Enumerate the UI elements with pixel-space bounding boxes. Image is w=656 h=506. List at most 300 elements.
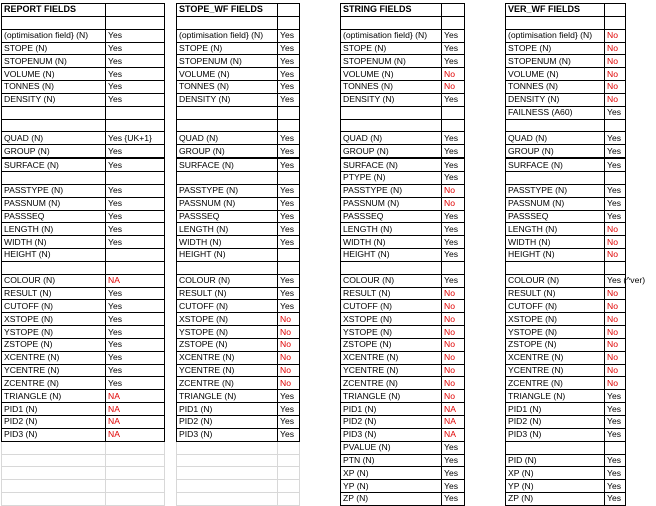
field-support-cell[interactable]: Yes <box>106 145 165 158</box>
field-name-cell[interactable]: RESULT (N) <box>177 287 278 300</box>
field-support-cell[interactable]: No <box>605 338 626 351</box>
empty-cell[interactable] <box>278 493 300 506</box>
field-support-cell[interactable]: No <box>442 338 465 351</box>
field-name-cell[interactable]: YSTOPE (N) <box>177 326 278 339</box>
field-support-cell[interactable]: NA <box>442 428 465 441</box>
empty-cell[interactable] <box>278 480 300 493</box>
field-support-cell[interactable]: Yes <box>278 210 300 223</box>
field-name-cell[interactable]: YCENTRE (N) <box>341 364 442 377</box>
empty-cell[interactable] <box>278 454 300 467</box>
field-support-cell[interactable]: Yes <box>106 55 165 68</box>
field-support-cell[interactable] <box>278 119 300 132</box>
field-support-cell[interactable]: Yes <box>278 403 300 416</box>
field-name-cell[interactable]: PID1 (N) <box>341 403 442 416</box>
field-support-cell[interactable] <box>106 119 165 132</box>
field-support-cell[interactable]: Yes <box>442 274 465 287</box>
field-support-cell[interactable]: Yes <box>605 158 626 171</box>
field-name-cell[interactable]: QUAD (N) <box>341 132 442 145</box>
empty-cell[interactable] <box>278 441 300 454</box>
field-support-cell[interactable]: No <box>605 81 626 94</box>
field-name-cell[interactable]: PID1 (N) <box>2 403 106 416</box>
field-support-cell[interactable]: Yes <box>442 223 465 236</box>
empty-cell[interactable] <box>106 441 165 454</box>
field-support-cell[interactable]: Yes <box>605 493 626 506</box>
field-name-cell[interactable]: ZCENTRE (N) <box>341 377 442 390</box>
field-support-cell[interactable]: Yes <box>442 480 465 493</box>
field-name-cell[interactable] <box>2 16 106 29</box>
field-name-cell[interactable]: YCENTRE (N) <box>2 364 106 377</box>
field-name-cell[interactable]: SURFACE (N) <box>506 158 605 171</box>
field-name-cell[interactable]: ZSTOPE (N) <box>2 338 106 351</box>
field-name-cell[interactable] <box>177 119 278 132</box>
field-name-cell[interactable] <box>506 441 605 454</box>
field-support-cell[interactable]: Yes <box>442 236 465 249</box>
field-name-cell[interactable]: STOPE (N) <box>341 42 442 55</box>
field-name-cell[interactable]: YP (N) <box>506 480 605 493</box>
field-name-cell[interactable]: VOLUME (N) <box>2 68 106 81</box>
field-support-cell[interactable]: Yes <box>605 106 626 119</box>
field-name-cell[interactable] <box>341 119 442 132</box>
field-name-cell[interactable]: STOPENUM (N) <box>2 55 106 68</box>
field-support-cell[interactable]: Yes <box>442 249 465 262</box>
field-name-cell[interactable]: CUTOFF (N) <box>177 300 278 313</box>
field-name-cell[interactable]: LENGTH (N) <box>341 223 442 236</box>
field-support-cell[interactable]: No <box>442 197 465 210</box>
field-name-cell[interactable]: ZCENTRE (N) <box>177 377 278 390</box>
field-support-cell[interactable]: Yes <box>106 287 165 300</box>
field-name-cell[interactable]: YCENTRE (N) <box>506 364 605 377</box>
field-name-cell[interactable] <box>2 106 106 119</box>
table-title-cell[interactable]: REPORT FIELDS <box>2 4 106 17</box>
field-name-cell[interactable]: XSTOPE (N) <box>177 313 278 326</box>
field-name-cell[interactable]: HEIGHT (N) <box>341 249 442 262</box>
field-support-cell[interactable]: Yes <box>278 236 300 249</box>
field-name-cell[interactable]: DENSITY (N) <box>506 93 605 106</box>
field-support-cell[interactable]: No <box>442 364 465 377</box>
field-name-cell[interactable]: FAILNESS (A60) <box>506 106 605 119</box>
field-support-cell[interactable]: NA <box>106 428 165 441</box>
field-support-cell[interactable]: No <box>278 364 300 377</box>
field-support-cell[interactable]: No <box>278 338 300 351</box>
field-name-cell[interactable]: XCENTRE (N) <box>341 351 442 364</box>
field-name-cell[interactable]: TONNES (N) <box>506 81 605 94</box>
field-name-cell[interactable]: SURFACE (N) <box>177 158 278 171</box>
field-support-cell[interactable]: No <box>605 236 626 249</box>
field-name-cell[interactable]: LENGTH (N) <box>506 223 605 236</box>
field-name-cell[interactable] <box>177 106 278 119</box>
field-support-cell[interactable]: Yes <box>442 132 465 145</box>
empty-cell[interactable] <box>106 467 165 480</box>
field-support-cell[interactable]: Yes <box>442 55 465 68</box>
field-support-cell[interactable]: Yes <box>106 313 165 326</box>
field-support-cell[interactable]: No <box>442 313 465 326</box>
field-name-cell[interactable] <box>506 261 605 274</box>
field-name-cell[interactable]: PID2 (N) <box>177 416 278 429</box>
field-support-cell[interactable] <box>442 261 465 274</box>
field-name-cell[interactable]: ZSTOPE (N) <box>177 338 278 351</box>
field-support-cell[interactable]: Yes <box>605 403 626 416</box>
field-name-cell[interactable]: QUAD (N) <box>506 132 605 145</box>
field-name-cell[interactable]: PASSNUM (N) <box>177 197 278 210</box>
field-name-cell[interactable]: (optimisation field} (N) <box>341 29 442 42</box>
field-support-cell[interactable] <box>278 261 300 274</box>
field-support-cell[interactable]: Yes <box>278 93 300 106</box>
field-support-cell[interactable]: No <box>442 300 465 313</box>
field-support-cell[interactable] <box>278 16 300 29</box>
empty-cell[interactable] <box>2 467 106 480</box>
field-name-cell[interactable] <box>341 16 442 29</box>
field-name-cell[interactable]: COLOUR (N) <box>506 274 605 287</box>
field-name-cell[interactable]: PASSNUM (N) <box>341 197 442 210</box>
field-support-cell[interactable]: No <box>605 313 626 326</box>
field-support-cell[interactable]: No <box>605 29 626 42</box>
field-support-cell[interactable]: No <box>278 326 300 339</box>
field-name-cell[interactable]: QUAD (N) <box>2 132 106 145</box>
field-name-cell[interactable]: DENSITY (N) <box>341 93 442 106</box>
field-name-cell[interactable]: COLOUR (N) <box>2 274 106 287</box>
field-name-cell[interactable] <box>177 171 278 184</box>
field-name-cell[interactable]: PASSSEQ <box>177 210 278 223</box>
table-title-cell[interactable]: VER_WF FIELDS <box>506 4 605 17</box>
field-name-cell[interactable]: XP (N) <box>506 467 605 480</box>
field-support-cell[interactable]: No <box>605 42 626 55</box>
field-support-cell[interactable]: Yes <box>106 377 165 390</box>
field-support-cell[interactable]: Yes <box>278 55 300 68</box>
field-support-cell[interactable]: Yes <box>106 197 165 210</box>
field-support-cell[interactable]: Yes <box>106 351 165 364</box>
field-name-cell[interactable]: (optimisation field} (N) <box>2 29 106 42</box>
field-support-cell[interactable]: Yes <box>442 454 465 467</box>
field-support-cell[interactable] <box>605 171 626 184</box>
field-support-cell[interactable]: Yes <box>278 300 300 313</box>
field-name-cell[interactable]: PID3 (N) <box>506 428 605 441</box>
field-name-cell[interactable]: CUTOFF (N) <box>2 300 106 313</box>
field-name-cell[interactable]: PASSTYPE (N) <box>341 184 442 197</box>
field-name-cell[interactable]: PID2 (N) <box>341 416 442 429</box>
empty-cell[interactable] <box>177 480 278 493</box>
field-name-cell[interactable]: TONNES (N) <box>177 81 278 94</box>
field-support-cell[interactable]: Yes <box>278 81 300 94</box>
field-name-cell[interactable]: YSTOPE (N) <box>2 326 106 339</box>
field-name-cell[interactable]: COLOUR (N) <box>177 274 278 287</box>
table-title-cell[interactable]: STRING FIELDS <box>341 4 442 17</box>
field-name-cell[interactable]: PVALUE (N) <box>341 441 442 454</box>
field-support-cell[interactable]: No <box>605 351 626 364</box>
field-support-cell[interactable]: No <box>605 223 626 236</box>
field-support-cell[interactable]: NA <box>442 403 465 416</box>
field-support-cell[interactable]: No <box>442 326 465 339</box>
field-name-cell[interactable]: STOPENUM (N) <box>506 55 605 68</box>
field-support-cell[interactable]: No <box>278 351 300 364</box>
field-name-cell[interactable]: HEIGHT (N) <box>177 249 278 262</box>
field-name-cell[interactable]: XSTOPE (N) <box>341 313 442 326</box>
field-name-cell[interactable]: STOPE (N) <box>177 42 278 55</box>
field-support-cell[interactable]: Yes (^ver) <box>605 274 626 287</box>
field-support-cell[interactable]: Yes <box>605 454 626 467</box>
field-support-cell[interactable] <box>605 441 626 454</box>
field-support-cell[interactable]: Yes <box>605 197 626 210</box>
field-name-cell[interactable]: TONNES (N) <box>341 81 442 94</box>
empty-cell[interactable] <box>106 493 165 506</box>
field-support-cell[interactable]: Yes <box>605 480 626 493</box>
field-name-cell[interactable]: WIDTH (N) <box>341 236 442 249</box>
field-name-cell[interactable]: TRIANGLE (N) <box>341 390 442 403</box>
field-name-cell[interactable]: PID2 (N) <box>2 416 106 429</box>
field-support-cell[interactable]: Yes <box>605 467 626 480</box>
field-support-cell[interactable]: Yes <box>106 158 165 171</box>
field-name-cell[interactable]: ZP (N) <box>506 493 605 506</box>
field-support-cell[interactable] <box>106 4 165 17</box>
field-support-cell[interactable] <box>106 261 165 274</box>
field-name-cell[interactable]: (optimisation field} (N) <box>177 29 278 42</box>
field-support-cell[interactable]: Yes <box>605 210 626 223</box>
field-name-cell[interactable]: PID (N) <box>506 454 605 467</box>
field-support-cell[interactable]: No <box>442 351 465 364</box>
field-support-cell[interactable] <box>442 4 465 17</box>
field-name-cell[interactable]: YP (N) <box>341 480 442 493</box>
field-support-cell[interactable] <box>278 171 300 184</box>
field-support-cell[interactable]: Yes <box>278 197 300 210</box>
field-name-cell[interactable]: PID2 (N) <box>506 416 605 429</box>
field-support-cell[interactable]: Yes <box>605 132 626 145</box>
field-support-cell[interactable]: No <box>278 313 300 326</box>
field-name-cell[interactable] <box>177 16 278 29</box>
field-name-cell[interactable]: CUTOFF (N) <box>341 300 442 313</box>
field-support-cell[interactable] <box>106 249 165 262</box>
field-support-cell[interactable]: No <box>442 184 465 197</box>
field-name-cell[interactable] <box>341 106 442 119</box>
field-support-cell[interactable]: No <box>605 326 626 339</box>
field-support-cell[interactable]: Yes <box>442 441 465 454</box>
field-support-cell[interactable]: Yes <box>278 68 300 81</box>
table-title-cell[interactable]: STOPE_WF FIELDS <box>177 4 278 17</box>
field-name-cell[interactable]: ZCENTRE (N) <box>2 377 106 390</box>
field-name-cell[interactable]: PASSSEQ <box>506 210 605 223</box>
field-support-cell[interactable]: Yes <box>278 428 300 441</box>
field-support-cell[interactable]: Yes <box>442 145 465 158</box>
field-name-cell[interactable]: WIDTH (N) <box>506 236 605 249</box>
field-name-cell[interactable]: RESULT (N) <box>506 287 605 300</box>
field-support-cell[interactable]: NA <box>442 416 465 429</box>
field-name-cell[interactable]: VOLUME (N) <box>177 68 278 81</box>
field-support-cell[interactable] <box>278 249 300 262</box>
field-support-cell[interactable]: Yes <box>442 171 465 184</box>
field-support-cell[interactable]: Yes <box>278 42 300 55</box>
empty-cell[interactable] <box>2 441 106 454</box>
field-support-cell[interactable]: Yes <box>106 338 165 351</box>
field-support-cell[interactable] <box>106 16 165 29</box>
field-support-cell[interactable]: No <box>605 55 626 68</box>
field-name-cell[interactable]: PTYPE (N) <box>341 171 442 184</box>
field-name-cell[interactable]: PTN (N) <box>341 454 442 467</box>
field-support-cell[interactable] <box>605 119 626 132</box>
field-name-cell[interactable]: PID3 (N) <box>177 428 278 441</box>
field-name-cell[interactable]: XSTOPE (N) <box>506 313 605 326</box>
empty-cell[interactable] <box>177 493 278 506</box>
field-support-cell[interactable]: Yes <box>106 68 165 81</box>
field-support-cell[interactable]: No <box>442 390 465 403</box>
field-name-cell[interactable]: CUTOFF (N) <box>506 300 605 313</box>
field-support-cell[interactable]: Yes <box>106 236 165 249</box>
field-name-cell[interactable]: WIDTH (N) <box>177 236 278 249</box>
field-support-cell[interactable]: Yes <box>278 287 300 300</box>
empty-cell[interactable] <box>2 454 106 467</box>
field-name-cell[interactable]: XP (N) <box>341 467 442 480</box>
field-name-cell[interactable]: VOLUME (N) <box>506 68 605 81</box>
field-name-cell[interactable]: SURFACE (N) <box>2 158 106 171</box>
field-name-cell[interactable]: TRIANGLE (N) <box>2 390 106 403</box>
field-name-cell[interactable]: STOPE (N) <box>506 42 605 55</box>
field-support-cell[interactable]: Yes <box>278 274 300 287</box>
empty-cell[interactable] <box>106 454 165 467</box>
field-name-cell[interactable]: PASSSEQ <box>341 210 442 223</box>
field-name-cell[interactable]: (optimisation field} (N) <box>506 29 605 42</box>
field-support-cell[interactable]: Yes <box>278 390 300 403</box>
field-name-cell[interactable]: PID3 (N) <box>2 428 106 441</box>
field-support-cell[interactable]: Yes <box>605 416 626 429</box>
field-support-cell[interactable]: Yes <box>605 390 626 403</box>
field-name-cell[interactable]: TRIANGLE (N) <box>506 390 605 403</box>
field-support-cell[interactable]: No <box>442 377 465 390</box>
field-support-cell[interactable]: Yes <box>605 145 626 158</box>
field-support-cell[interactable]: No <box>605 377 626 390</box>
field-name-cell[interactable]: PASSNUM (N) <box>506 197 605 210</box>
field-support-cell[interactable]: No <box>605 249 626 262</box>
empty-cell[interactable] <box>278 467 300 480</box>
field-name-cell[interactable]: GROUP (N) <box>2 145 106 158</box>
field-support-cell[interactable]: Yes <box>106 42 165 55</box>
field-name-cell[interactable]: TONNES (N) <box>2 81 106 94</box>
field-name-cell[interactable]: GROUP (N) <box>341 145 442 158</box>
empty-cell[interactable] <box>2 480 106 493</box>
field-support-cell[interactable]: Yes <box>442 493 465 506</box>
field-name-cell[interactable]: RESULT (N) <box>2 287 106 300</box>
field-name-cell[interactable] <box>506 16 605 29</box>
field-support-cell[interactable]: Yes {UK+1} <box>106 132 165 145</box>
field-support-cell[interactable]: Yes <box>278 416 300 429</box>
field-support-cell[interactable]: Yes <box>106 223 165 236</box>
field-name-cell[interactable]: HEIGHT (N) <box>506 249 605 262</box>
field-name-cell[interactable]: XCENTRE (N) <box>506 351 605 364</box>
field-name-cell[interactable] <box>506 171 605 184</box>
field-name-cell[interactable] <box>341 261 442 274</box>
field-name-cell[interactable]: PASSNUM (N) <box>2 197 106 210</box>
field-support-cell[interactable]: Yes <box>106 184 165 197</box>
field-name-cell[interactable]: PASSSEQ <box>2 210 106 223</box>
field-name-cell[interactable]: ZP (N) <box>341 493 442 506</box>
field-support-cell[interactable]: Yes <box>278 145 300 158</box>
field-name-cell[interactable]: XCENTRE (N) <box>177 351 278 364</box>
field-support-cell[interactable]: Yes <box>442 210 465 223</box>
field-support-cell[interactable]: No <box>442 287 465 300</box>
field-support-cell[interactable] <box>442 106 465 119</box>
field-name-cell[interactable]: RESULT (N) <box>341 287 442 300</box>
field-name-cell[interactable]: PASSTYPE (N) <box>177 184 278 197</box>
field-support-cell[interactable]: No <box>605 68 626 81</box>
field-support-cell[interactable]: Yes <box>278 223 300 236</box>
field-name-cell[interactable] <box>2 171 106 184</box>
field-support-cell[interactable]: No <box>605 93 626 106</box>
field-name-cell[interactable]: GROUP (N) <box>506 145 605 158</box>
field-name-cell[interactable]: PID1 (N) <box>506 403 605 416</box>
field-name-cell[interactable]: PASSTYPE (N) <box>2 184 106 197</box>
field-name-cell[interactable]: STOPENUM (N) <box>341 55 442 68</box>
field-support-cell[interactable]: Yes <box>106 29 165 42</box>
field-support-cell[interactable]: NA <box>106 403 165 416</box>
field-support-cell[interactable]: NA <box>106 416 165 429</box>
field-name-cell[interactable]: PID1 (N) <box>177 403 278 416</box>
field-name-cell[interactable]: COLOUR (N) <box>341 274 442 287</box>
field-support-cell[interactable]: Yes <box>106 210 165 223</box>
field-support-cell[interactable]: No <box>278 377 300 390</box>
field-name-cell[interactable]: XCENTRE (N) <box>2 351 106 364</box>
field-name-cell[interactable]: ZSTOPE (N) <box>341 338 442 351</box>
field-name-cell[interactable]: PID3 (N) <box>341 428 442 441</box>
field-name-cell[interactable]: LENGTH (N) <box>177 223 278 236</box>
field-support-cell[interactable] <box>605 4 626 17</box>
field-support-cell[interactable]: Yes <box>278 132 300 145</box>
field-support-cell[interactable]: Yes <box>106 93 165 106</box>
field-name-cell[interactable]: YSTOPE (N) <box>341 326 442 339</box>
field-name-cell[interactable]: STOPE (N) <box>2 42 106 55</box>
empty-cell[interactable] <box>2 493 106 506</box>
field-support-cell[interactable]: Yes <box>442 42 465 55</box>
field-name-cell[interactable]: YCENTRE (N) <box>177 364 278 377</box>
field-support-cell[interactable] <box>278 4 300 17</box>
field-support-cell[interactable]: Yes <box>278 184 300 197</box>
field-support-cell[interactable]: NA <box>106 274 165 287</box>
field-support-cell[interactable] <box>106 106 165 119</box>
field-support-cell[interactable]: No <box>605 364 626 377</box>
field-name-cell[interactable]: TRIANGLE (N) <box>177 390 278 403</box>
field-support-cell[interactable] <box>442 16 465 29</box>
field-name-cell[interactable]: DENSITY (N) <box>177 93 278 106</box>
field-support-cell[interactable] <box>106 171 165 184</box>
field-support-cell[interactable]: No <box>442 81 465 94</box>
field-name-cell[interactable]: PASSTYPE (N) <box>506 184 605 197</box>
field-name-cell[interactable]: QUAD (N) <box>177 132 278 145</box>
field-name-cell[interactable]: DENSITY (N) <box>2 93 106 106</box>
empty-cell[interactable] <box>177 441 278 454</box>
field-name-cell[interactable] <box>177 261 278 274</box>
field-name-cell[interactable] <box>2 261 106 274</box>
field-name-cell[interactable]: WIDTH (N) <box>2 236 106 249</box>
field-support-cell[interactable]: Yes <box>442 158 465 171</box>
field-support-cell[interactable]: Yes <box>442 29 465 42</box>
field-support-cell[interactable]: Yes <box>106 326 165 339</box>
field-support-cell[interactable]: Yes <box>278 158 300 171</box>
field-support-cell[interactable] <box>442 119 465 132</box>
field-support-cell[interactable]: Yes <box>278 29 300 42</box>
field-name-cell[interactable]: XSTOPE (N) <box>2 313 106 326</box>
field-support-cell[interactable]: NA <box>106 390 165 403</box>
field-name-cell[interactable]: HEIGHT (N) <box>2 249 106 262</box>
empty-cell[interactable] <box>177 454 278 467</box>
field-name-cell[interactable]: STOPENUM (N) <box>177 55 278 68</box>
field-name-cell[interactable]: YSTOPE (N) <box>506 326 605 339</box>
field-support-cell[interactable]: Yes <box>605 428 626 441</box>
field-name-cell[interactable]: GROUP (N) <box>177 145 278 158</box>
empty-cell[interactable] <box>177 467 278 480</box>
field-name-cell[interactable]: VOLUME (N) <box>341 68 442 81</box>
field-support-cell[interactable]: Yes <box>106 364 165 377</box>
field-support-cell[interactable]: Yes <box>106 300 165 313</box>
field-support-cell[interactable]: No <box>442 68 465 81</box>
field-name-cell[interactable]: LENGTH (N) <box>2 223 106 236</box>
field-name-cell[interactable] <box>2 119 106 132</box>
field-name-cell[interactable]: ZSTOPE (N) <box>506 338 605 351</box>
field-support-cell[interactable]: Yes <box>605 184 626 197</box>
